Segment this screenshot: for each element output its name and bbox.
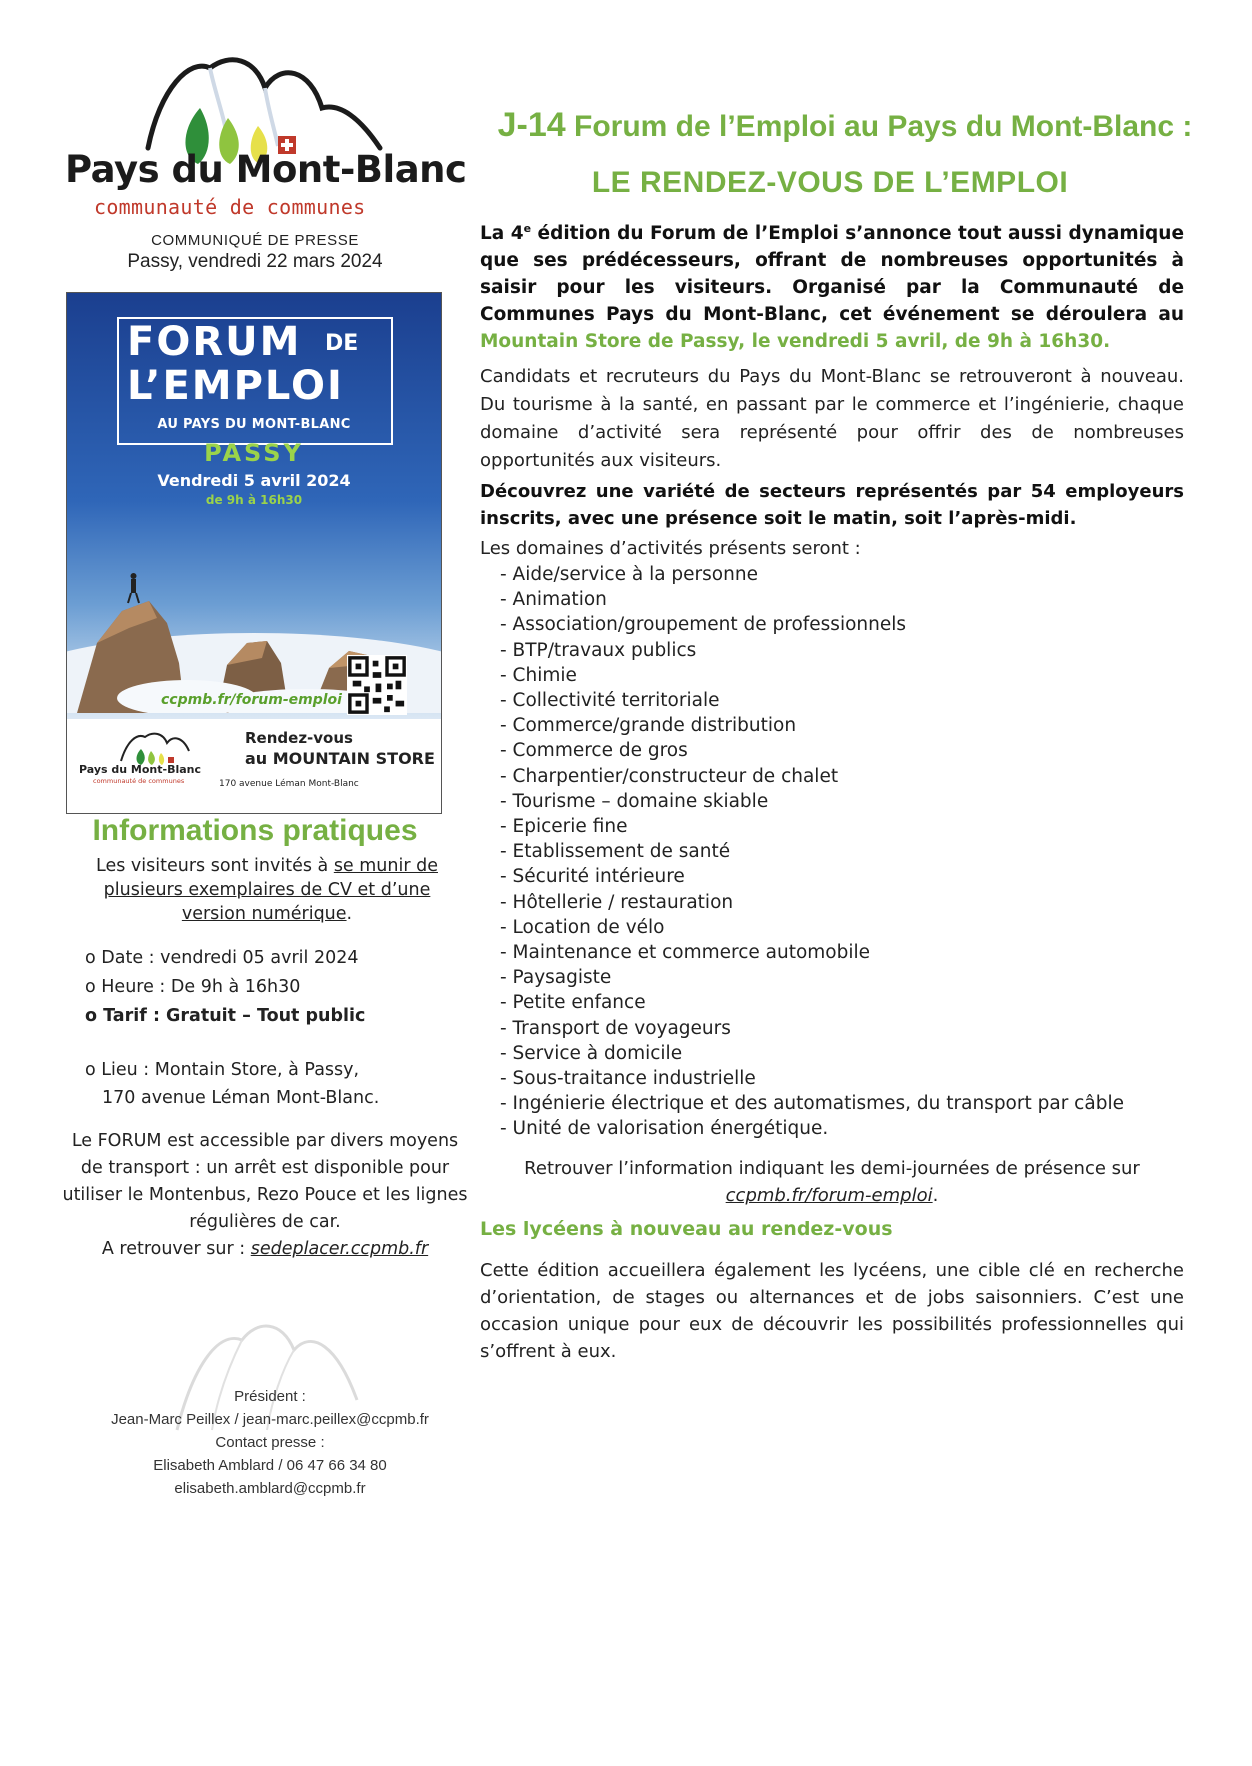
domains-list <box>500 562 1200 1142</box>
poster-emploi-word: L’EMPLOI <box>127 363 344 409</box>
forum-emploi-link[interactable]: ccpmb.fr/forum-emploi <box>725 1185 933 1206</box>
list-item: - Ingénierie électrique et des automatismes, du transport par câble <box>500 1093 1124 1115</box>
info-details <box>85 944 465 1031</box>
poster-date: Vendredi 5 avril 2024 <box>157 471 351 490</box>
list-item: - Commerce de gros <box>500 740 688 762</box>
list-item: - Chimie <box>500 664 577 686</box>
list-item: - Unité de valorisation énergétique. <box>500 1118 829 1140</box>
poster-city: PASSY <box>204 439 304 467</box>
info-section-title: Informations pratiques <box>92 814 418 847</box>
paragraph-employeurs: Découvrez une variété de secteurs représentés par 54 employeurs inscrits, avec une présence soit le matin, soit l’après-midi. <box>480 481 1184 529</box>
list-item: - Service à domicile <box>500 1042 683 1064</box>
info-intro-emphasis: se munir de plusieurs exemplaires de CV et d’une version numérique <box>103 856 438 924</box>
forum-poster <box>66 292 442 814</box>
list-item: - Sécurité intérieure <box>500 866 685 888</box>
list-item: - Aide/service à la personne <box>500 564 758 585</box>
sedeplacer-link[interactable]: sedeplacer.ccpmb.fr <box>250 1239 429 1259</box>
poster-org-subtitle: communauté de communes <box>93 777 185 785</box>
info-transport <box>60 1128 470 1263</box>
subheadline: LE RENDEZ-VOUS DE L’EMPLOI <box>591 166 1069 199</box>
info-location <box>85 1056 465 1112</box>
retrouver-end: . <box>932 1185 939 1206</box>
contacts-block <box>60 1385 480 1500</box>
list-item: - Hôtellerie / restauration <box>500 891 734 913</box>
press-release-date: Passy, vendredi 22 mars 2024 <box>127 251 383 272</box>
press-contact-email: elisabeth.amblard@ccpmb.fr <box>174 1480 366 1497</box>
info-time: o Heure : De 9h à 16h30 <box>85 977 301 997</box>
headline <box>460 106 1230 145</box>
info-intro-end: . <box>346 904 353 924</box>
poster-hours: de 9h à 16h30 <box>205 493 303 507</box>
paragraph-candidats: Candidats et recruteurs du Pays du Mont-Blanc se retrouveront à nouveau. Du tourisme à la santé, en passant par le commerce et l’ingénierie, chaque domaine d’activité sera représenté pour offrir des de nombreuses opportunités aux visiteurs. <box>480 366 1184 471</box>
info-intro-text: Les visiteurs sont invités à <box>96 856 334 876</box>
president-contact: Jean-Marc Peillex / jean-marc.peillex@ccpmb.fr <box>111 1411 429 1428</box>
org-name: Pays du Mont-Blanc <box>65 148 467 191</box>
poster-address: 170 avenue Léman Mont-Blanc <box>219 779 359 789</box>
list-item: - Association/groupement de professionnels <box>500 614 907 636</box>
list-item: - Collectivité territoriale <box>500 690 720 712</box>
list-item: - Etablissement de santé <box>500 841 731 863</box>
info-date: o Date : vendredi 05 avril 2024 <box>85 948 359 968</box>
lead-paragraph <box>480 215 1184 355</box>
poster-forum-word: FORUM <box>127 319 302 365</box>
headline-text: Forum de l’Emploi au Pays du Mont-Blanc : <box>565 110 1193 143</box>
info-transport-link-line <box>60 1236 470 1263</box>
list-item: - BTP/travaux publics <box>500 639 697 661</box>
poster-region: AU PAYS DU MONT-BLANC <box>157 417 351 432</box>
poster-venue: au MOUNTAIN STORE <box>245 749 435 768</box>
poster-de-word: DE <box>325 331 359 356</box>
info-transport-text: Le FORUM est accessible par divers moyens de transport : un arrêt est disponible pour utiliser le Montenbus, Rezo Pouce et les lignes régulières de car. <box>62 1131 468 1232</box>
retrouver-text: Retrouver l’information indiquant les demi-journées de présence sur <box>524 1158 1140 1179</box>
domains-intro: Les domaines d’activités présents seront : <box>480 538 861 559</box>
list-item: - Transport de voyageurs <box>500 1017 731 1039</box>
info-location-line-1: o Lieu : Montain Store, à Passy, <box>85 1060 360 1080</box>
list-item: - Epicerie fine <box>500 816 628 838</box>
list-item: - Maintenance et commerce automobile <box>500 942 871 964</box>
qr-code-icon <box>347 655 407 715</box>
list-item: - Charpentier/constructeur de chalet <box>500 765 839 787</box>
lyceens-paragraph: Cette édition accueillera également les lycéens, une cible clé en recherche d’orientation, de stages ou alternances et de jobs saisonniers. C’est une occasion unique pour eux de découvrir les possibilités professionnelles qui s’offrent à eux. <box>480 1260 1184 1362</box>
org-subtitle: communauté de communes <box>94 195 366 219</box>
lead-sup: e <box>523 222 532 235</box>
list-item: - Tourisme – domaine skiable <box>500 790 769 812</box>
info-transport-label: A retrouver sur : <box>101 1239 251 1259</box>
list-item: - Commerce/grande distribution <box>500 715 797 737</box>
poster-rendez-vous: Rendez-vous <box>245 729 353 747</box>
list-item: - Petite enfance <box>500 992 646 1014</box>
lead-text-b: édition du Forum de l’Emploi s’annonce tout aussi dynamique que ses prédécesseurs, offrant de nombreuses opportunités à saisir pour les visiteurs. Organisé par la Communauté de Communes Pays du Mont-Blanc, cet événement se déroulera au <box>480 223 1184 326</box>
list-item: - Location de vélo <box>500 916 665 938</box>
retrouver-link-line <box>480 1182 1184 1209</box>
info-location-line-2: 170 avenue Léman Mont-Blanc. <box>102 1088 380 1108</box>
press-contact-label: Contact presse : <box>215 1434 325 1451</box>
retrouver-info <box>480 1155 1184 1209</box>
press-contact: Elisabeth Amblard / 06 47 66 34 80 <box>153 1457 387 1474</box>
president-label: Président : <box>234 1388 306 1405</box>
lead-text-a: La 4 <box>480 223 524 245</box>
list-item: - Sous-traitance industrielle <box>500 1068 756 1090</box>
lyceens-section-title: Les lycéens à nouveau au rendez-vous <box>480 1218 893 1240</box>
list-item: - Animation <box>500 589 607 611</box>
info-intro <box>84 854 450 926</box>
list-item: - Paysagiste <box>500 967 612 989</box>
lead-highlight: Mountain Store de Passy, le vendredi 5 avril, de 9h à 16h30. <box>480 331 1111 353</box>
poster-org-name: Pays du Mont-Blanc <box>79 763 202 776</box>
press-release-label: COMMUNIQUÉ DE PRESSE <box>151 232 359 249</box>
poster-url: ccpmb.fr/forum-emploi <box>161 692 342 708</box>
info-price: o Tarif : Gratuit – Tout public <box>85 1006 366 1026</box>
headline-countdown: J-14 <box>497 106 566 144</box>
